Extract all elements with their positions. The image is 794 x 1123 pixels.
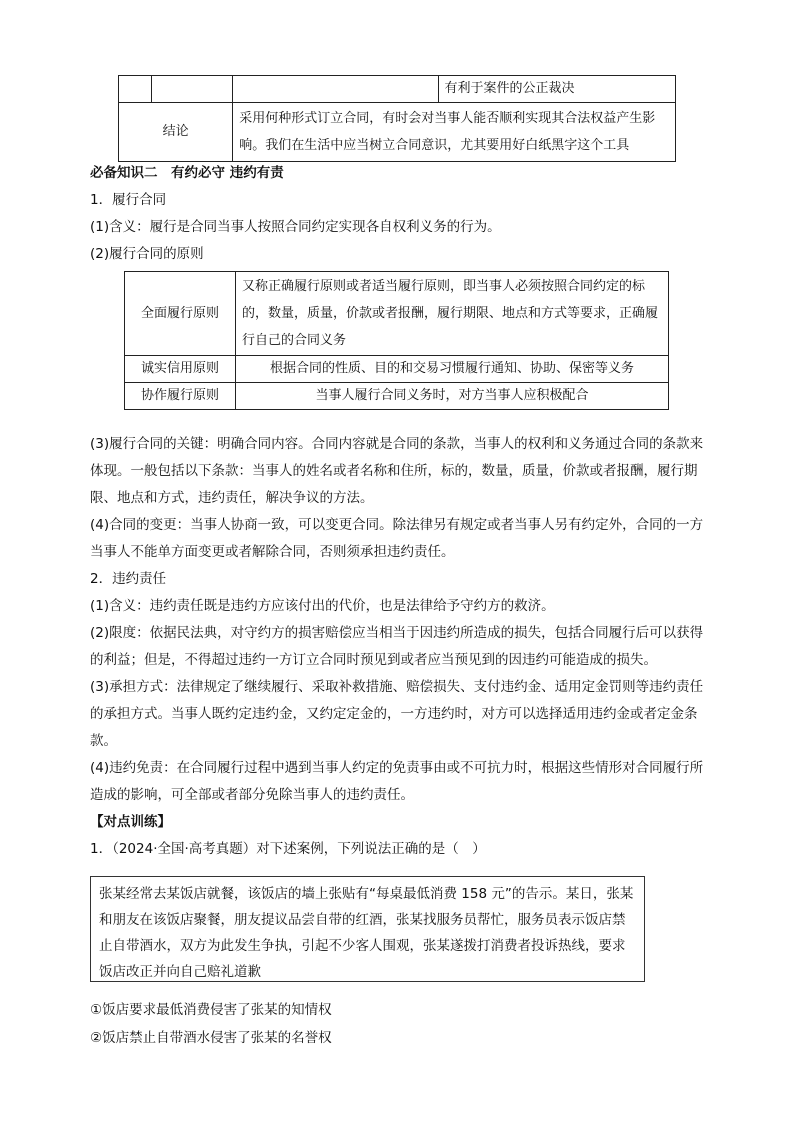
conclusion-label: 结论: [119, 103, 233, 162]
subsection-title: 1．履行合同: [90, 192, 167, 208]
paragraph: (2)履行合同的原则: [90, 246, 204, 262]
conclusion-text: 采用何种形式订立合同，有时会对当事人能否顺利实现其合法权益产生影响。我们在生活中应当树立合同意识，尤其要用好白纸黑字这个工具: [233, 103, 676, 162]
principles-table: [124, 271, 669, 410]
paragraph: (3)承担方式：法律规定了继续履行、采取补救措施、赔偿损失、支付违约金、适用定金罚则等违约责任的承担方式。当事人既约定违约金，又约定定金的，一方违约时，对方可以选择适用违约金或者定金条款。: [90, 679, 704, 749]
question-stem: 1．（2024·全国·高考真题）对下述案例，下列说法正确的是（ ）: [90, 841, 486, 857]
paragraph: (3)履行合同的关键：明确合同内容。合同内容就是合同的条款，当事人的权利和义务通过合同的条款来体现。一般包括以下条款：当事人的姓名或者名称和住所，标的，数量，质量，价款或者报酬，履行期限、地点和方式，违约责任，解决争议的方法。: [90, 436, 704, 506]
principle-text: 当事人履行合同义务时，对方当事人应积极配合: [236, 383, 669, 410]
principle-text: 根据合同的性质、目的和交易习惯履行通知、协助、保密等义务: [236, 356, 669, 383]
principle-label: 诚实信用原则: [125, 356, 236, 383]
paragraph: (4)违约免责：在合同履行过程中遇到当事人约定的免责事由或不可抗力时，根据这些情形对合同履行所造成的影响，可全部或者部分免除当事人的违约责任。: [90, 760, 704, 803]
table-cell-empty: [119, 76, 152, 103]
paragraph: (2)限度：依据民法典，对守约方的损害赔偿应当相当于因违约所造成的损失，包括合同履行后可以获得的利益；但是，不得超过违约一方订立合同时预见到或者应当预见到的因违约可能造成的损失。: [90, 625, 704, 668]
section-title: 必备知识二 有约必守 违约有责: [90, 165, 284, 181]
training-title: 【对点训练】: [90, 814, 171, 830]
option-item: ②饭店禁止自带酒水侵害了张某的名誉权: [90, 1030, 332, 1046]
principle-label: 全面履行原则: [125, 272, 236, 356]
principle-label: 协作履行原则: [125, 383, 236, 410]
paragraph: (1)含义：履行是合同当事人按照合同约定实现各自权利义务的行为。: [90, 219, 501, 235]
table-cell: 有利于案件的公正裁决: [438, 76, 675, 103]
case-box: 张某经常去某饭店就餐，该饭店的墙上张贴有“每桌最低消费 158 元”的告示。某日，张某和朋友在该饭店聚餐，朋友提议品尝自带的红酒，张某找服务员帮忙，服务员表示饭店禁止自带酒水，双方为此发生争执，引起不少客人围观，张某遂拨打消费者投诉热线，要求饭店改正并向自己赔礼道歉: [90, 876, 645, 982]
subsection-title: 2．违约责任: [90, 571, 167, 587]
paragraph: (4)合同的变更：当事人协商一致，可以变更合同。除法律另有规定或者当事人另有约定外，合同的一方当事人不能单方面变更或者解除合同，否则须承担违约责任。: [90, 517, 704, 560]
paragraph: (1)含义：违约责任既是违约方应该付出的代价，也是法律给予守约方的救济。: [90, 598, 555, 614]
option-item: ①饭店要求最低消费侵害了张某的知情权: [90, 1002, 332, 1018]
table-cell-empty: [152, 76, 233, 103]
table-cell-empty: [233, 76, 438, 103]
summary-table: [118, 75, 676, 162]
principle-text: 又称正确履行原则或者适当履行原则，即当事人必须按照合同约定的标的，数量，质量，价款或者报酬，履行期限、地点和方式等要求，正确履行自己的合同义务: [236, 272, 669, 356]
